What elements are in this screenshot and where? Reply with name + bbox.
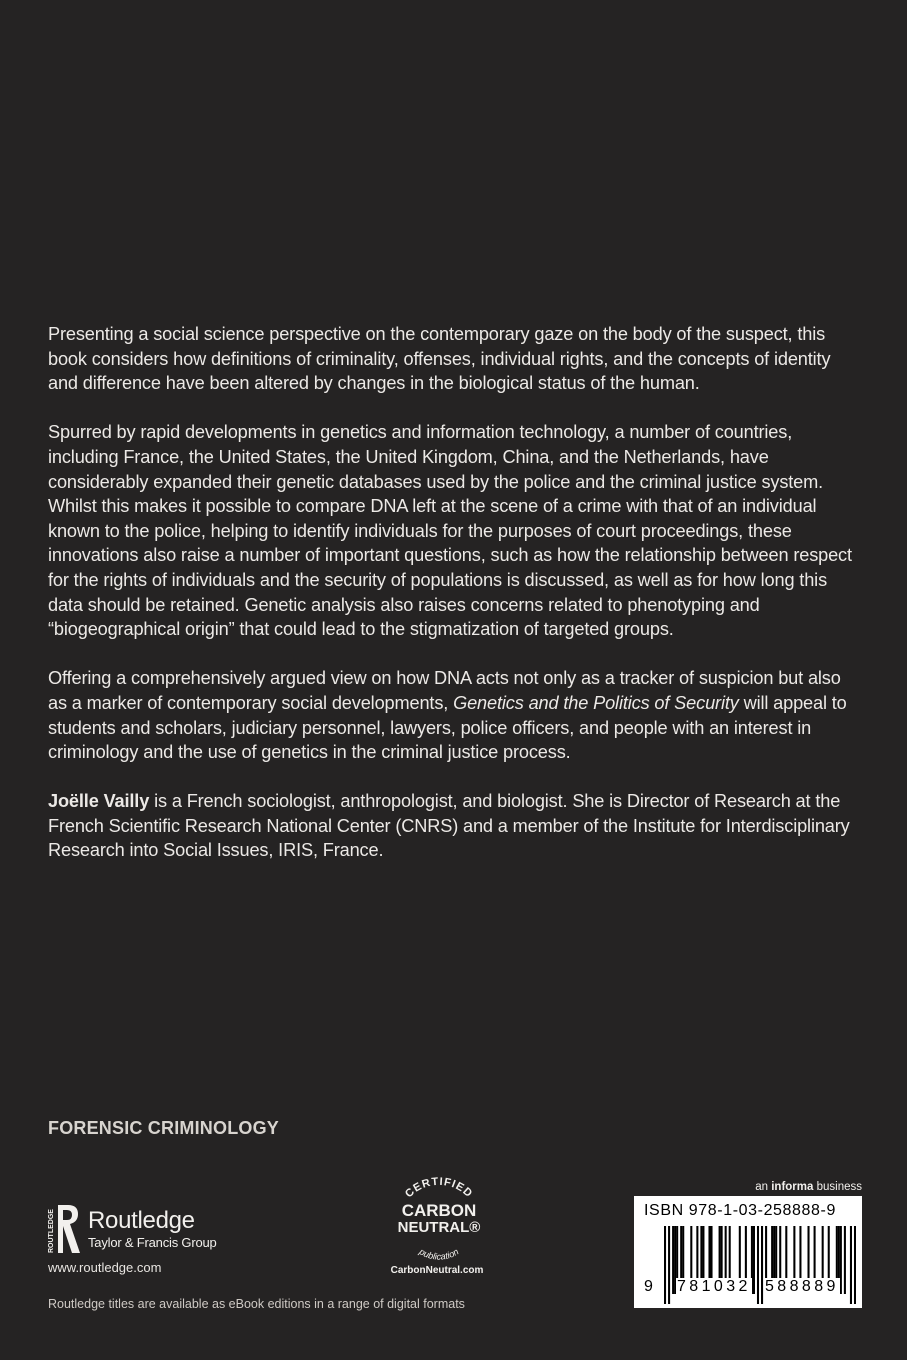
routledge-vertical-wordmark: ROUTLEDGE bbox=[48, 1209, 55, 1253]
barcode-bar bbox=[753, 1226, 755, 1294]
isbn-barcode bbox=[634, 1196, 862, 1308]
book-title-italic: Genetics and the Politics of Security bbox=[453, 692, 739, 713]
barcode-guard-bar bbox=[668, 1226, 670, 1304]
blurb-paragraph-1: Presenting a social science perspective on the contemporary gaze on the body of the suspect, this book considers how definitions of criminality, offenses, individual rights, and the concepts of identity and difference have been altered by changes in the biological status of the human. bbox=[48, 324, 831, 394]
barcode-bar bbox=[840, 1226, 842, 1294]
barcode-guard-bar bbox=[664, 1226, 666, 1304]
informa-brand: informa bbox=[771, 1181, 814, 1193]
isbn-label: ISBN 978-1-03-258888-9 bbox=[644, 1202, 836, 1219]
author-bio bbox=[48, 789, 863, 863]
author-name: Joëlle Vailly bbox=[48, 791, 150, 812]
routledge-r-logo-icon bbox=[46, 1203, 86, 1255]
barcode-guard-bar bbox=[757, 1226, 759, 1304]
back-cover-blurb bbox=[48, 322, 863, 888]
carbon-line-1: CARBON bbox=[401, 1201, 477, 1220]
publisher-name: Routledge bbox=[88, 1207, 195, 1234]
barcode-lead-digit: 9 bbox=[644, 1278, 653, 1295]
barcode-bar bbox=[672, 1226, 674, 1294]
publisher-group: Taylor & Francis Group bbox=[88, 1235, 217, 1250]
blurb-p3-text: Offering a comprehensively argued view on how DNA acts not only as a tracker of suspicion but also as a marker of contemporary social developments, bbox=[48, 668, 841, 713]
blurb-p3-text-end: will appeal to students and scholars, judiciary personnel, lawyers, police officers, and people with an interest in criminology and the use of genetics in the criminal justice process. bbox=[48, 692, 847, 763]
barcode-guard-bar bbox=[850, 1226, 852, 1304]
ebook-note: Routledge titles are available as eBook editions in a range of digital formats bbox=[48, 1297, 465, 1311]
author-bio-text: is a French sociologist, anthropologist, and biologist. She is Director of Research at the French Scientific Research National Center (CNRS) and a member of the Institute for Interdisciplinary Research into Social Issues, IRIS, France. bbox=[48, 791, 850, 861]
barcode-guard-bar bbox=[854, 1226, 856, 1304]
carbon-certified: CERTIFIED bbox=[403, 1175, 475, 1201]
carbon-publication: publication bbox=[417, 1246, 461, 1262]
barcode-bar bbox=[844, 1226, 846, 1294]
barcode-digits-right: 588889 bbox=[765, 1278, 839, 1295]
informa-prefix: an bbox=[755, 1181, 772, 1193]
informa-suffix: business bbox=[813, 1181, 862, 1193]
routledge-logo bbox=[46, 1203, 306, 1263]
svg-text:CERTIFIED bbox=[403, 1176, 475, 1201]
svg-text:publication bbox=[417, 1246, 461, 1262]
series-name: FORENSIC CRIMINOLOGY bbox=[48, 1118, 280, 1138]
carbon-line-2: NEUTRAL® bbox=[397, 1219, 481, 1236]
barcode-guard-bar bbox=[761, 1226, 763, 1304]
publisher-url[interactable]: www.routledge.com bbox=[48, 1260, 162, 1275]
barcode-digits-left: 781032 bbox=[677, 1278, 751, 1295]
blurb-paragraph-2: Spurred by rapid developments in genetics and information technology, a number of countries, including France, the United States, the United Kingdom, China, and the Netherlands, have considerably expanded their genetic databases used by the police and the criminal justice system. Whilst this makes it possible to compare DNA left at the scene of a crime with that of an individual known to the police, helping to identify individuals for the purposes of court proceedings, these innovations also raise a number of important questions, such as how the relationship between respect for the rights of individuals and the security of populations is discussed, as well as for how long this data should be retained. Genetic analysis also raises concerns related to phenotyping and “biogeographical origin” that could lead to the stigmatization of targeted groups. bbox=[48, 422, 852, 640]
blurb-paragraph-3 bbox=[48, 666, 863, 764]
carbon-neutral-url[interactable]: CarbonNeutral.com bbox=[390, 1265, 484, 1276]
informa-tagline bbox=[640, 1181, 862, 1193]
